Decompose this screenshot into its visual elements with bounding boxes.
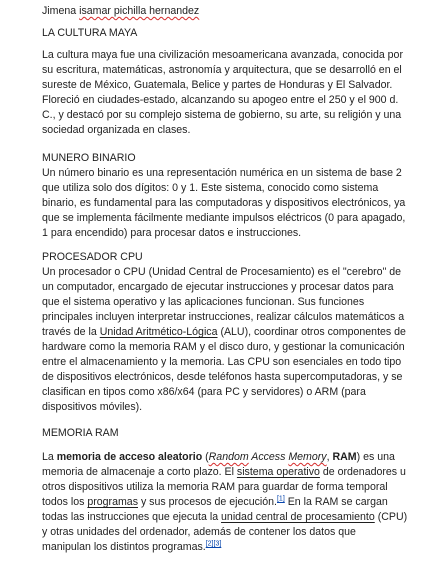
- ram-random-italic: Random: [208, 451, 249, 463]
- heading-ram: MEMORIA RAM: [42, 427, 119, 439]
- cpu-line: Un procesador o CPU (Unidad Central de Procesamiento) es el "cerebro" de: [42, 266, 402, 278]
- binary-line: que se implementa fácilmente mediante impulsos eléctricos (0 para apagado,: [42, 212, 406, 224]
- ram-line: [42, 510, 407, 525]
- cpu-line: de dispositivos electrónicos, desde teléfonos hasta supercomputadoras, y se: [42, 371, 403, 383]
- ram-line: [42, 540, 221, 555]
- author-first-name: Jimena: [42, 5, 80, 17]
- ram-text: (CPU): [374, 511, 408, 523]
- binary-line: 1 para encendido) para procesar datos e instrucciones.: [42, 227, 302, 239]
- ram-text: de ordenadores u: [319, 466, 406, 478]
- ram-text: ) es una: [356, 451, 395, 463]
- ram-text: todas las instrucciones que ejecuta la: [42, 511, 222, 523]
- programs-link[interactable]: programas: [87, 496, 138, 508]
- ram-text: En la RAM se cargan: [284, 496, 388, 508]
- ram-line: [42, 465, 406, 480]
- cpu-text: (ALU), coordinar otros componentes de: [217, 326, 406, 338]
- cpu-line: entre el almacenamiento y la memoria. Las CPU son esenciales en todo tipo: [42, 356, 402, 368]
- ram-line: [42, 450, 395, 465]
- cpu-line: [42, 325, 406, 340]
- ram-access-italic: Access: [248, 451, 289, 463]
- alu-link[interactable]: Unidad Aritmético-Lógica: [99, 326, 218, 338]
- maya-line: C., y destacó por su complejo sistema de gobierno, su arte, su religión y una: [42, 109, 402, 121]
- heading-cpu: PROCESADOR CPU: [42, 251, 143, 263]
- ram-text: todos los: [42, 496, 88, 508]
- ram-memory-italic: Memory: [288, 451, 327, 463]
- ram-line: [42, 495, 388, 510]
- maya-line: Floreció en ciudades-estado, alcanzando su apogeo entre el 250 y el 900 d.: [42, 94, 399, 106]
- maya-line: su escritura, matemáticas, astronomía y arquitectura, que se desarrolló en el: [42, 64, 402, 76]
- ram-text: ,: [326, 451, 333, 463]
- ram-term-bold: memoria de acceso aleatorio: [56, 451, 203, 463]
- ram-text: (: [202, 451, 209, 463]
- os-link[interactable]: sistema operativo: [236, 466, 320, 478]
- binary-line: binario, es fundamental para las computadoras y dispositivos electrónicos, ya: [42, 197, 406, 209]
- citation-2[interactable]: [2]: [205, 540, 214, 548]
- cpu-link[interactable]: unidad central de procesamiento: [221, 511, 375, 523]
- heading-maya: LA CULTURA MAYA: [42, 27, 138, 39]
- binary-line: Un número binario es una representación numérica en un sistema de base 2: [42, 167, 402, 179]
- ram-text: y sus procesos de ejecución.: [138, 496, 277, 508]
- cpu-line: principales incluyen interpretar instrucciones, realizar cálculos matemáticos a: [42, 311, 405, 323]
- cpu-text: través de la: [42, 326, 100, 338]
- cpu-line: que el sistema operativo y las aplicaciones funcionan. Sus funciones: [42, 296, 365, 308]
- ram-text: manipulan los distintos programas.: [42, 541, 206, 553]
- ram-abbr-bold: RAM: [332, 451, 357, 463]
- cpu-line: clasifican en tipos como x86/x64 (para PC y servidores) o ARM (para: [42, 386, 366, 398]
- citation-3[interactable]: [3]: [213, 540, 222, 548]
- ram-text: La: [42, 451, 57, 463]
- ram-line: otros dispositivos utiliza la memoria RAM para guardar de forma temporal: [42, 481, 388, 493]
- author-line: [42, 4, 199, 19]
- cpu-line: dispositivos móviles).: [42, 401, 143, 413]
- heading-binary: MUNERO BINARIO: [42, 152, 136, 164]
- ram-line: y otras unidades del ordenador, además de contener los datos que: [42, 526, 356, 538]
- maya-line: sureste de México, Guatemala, Belice y partes de Honduras y El Salvador.: [42, 79, 393, 91]
- maya-line: sociedad organizada en clases.: [42, 124, 191, 136]
- ram-text: memoria de almacenaje a corto plazo. El: [42, 466, 237, 478]
- maya-line: La cultura maya fue una civilización mesoamericana avanzada, conocida por: [42, 49, 403, 61]
- binary-line: que utiliza solo dos dígitos: 0 y 1. Este sistema, conocido como sistema: [42, 182, 379, 194]
- cpu-line: hardware como la memoria RAM y el disco duro, y gestionar la comunicación: [42, 341, 405, 353]
- citation-1[interactable]: [1]: [276, 495, 285, 503]
- author-last-names: isamar pichilla hernandez: [79, 5, 200, 17]
- cpu-line: un computador, encargado de ejecutar instrucciones y procesar datos para: [42, 281, 394, 293]
